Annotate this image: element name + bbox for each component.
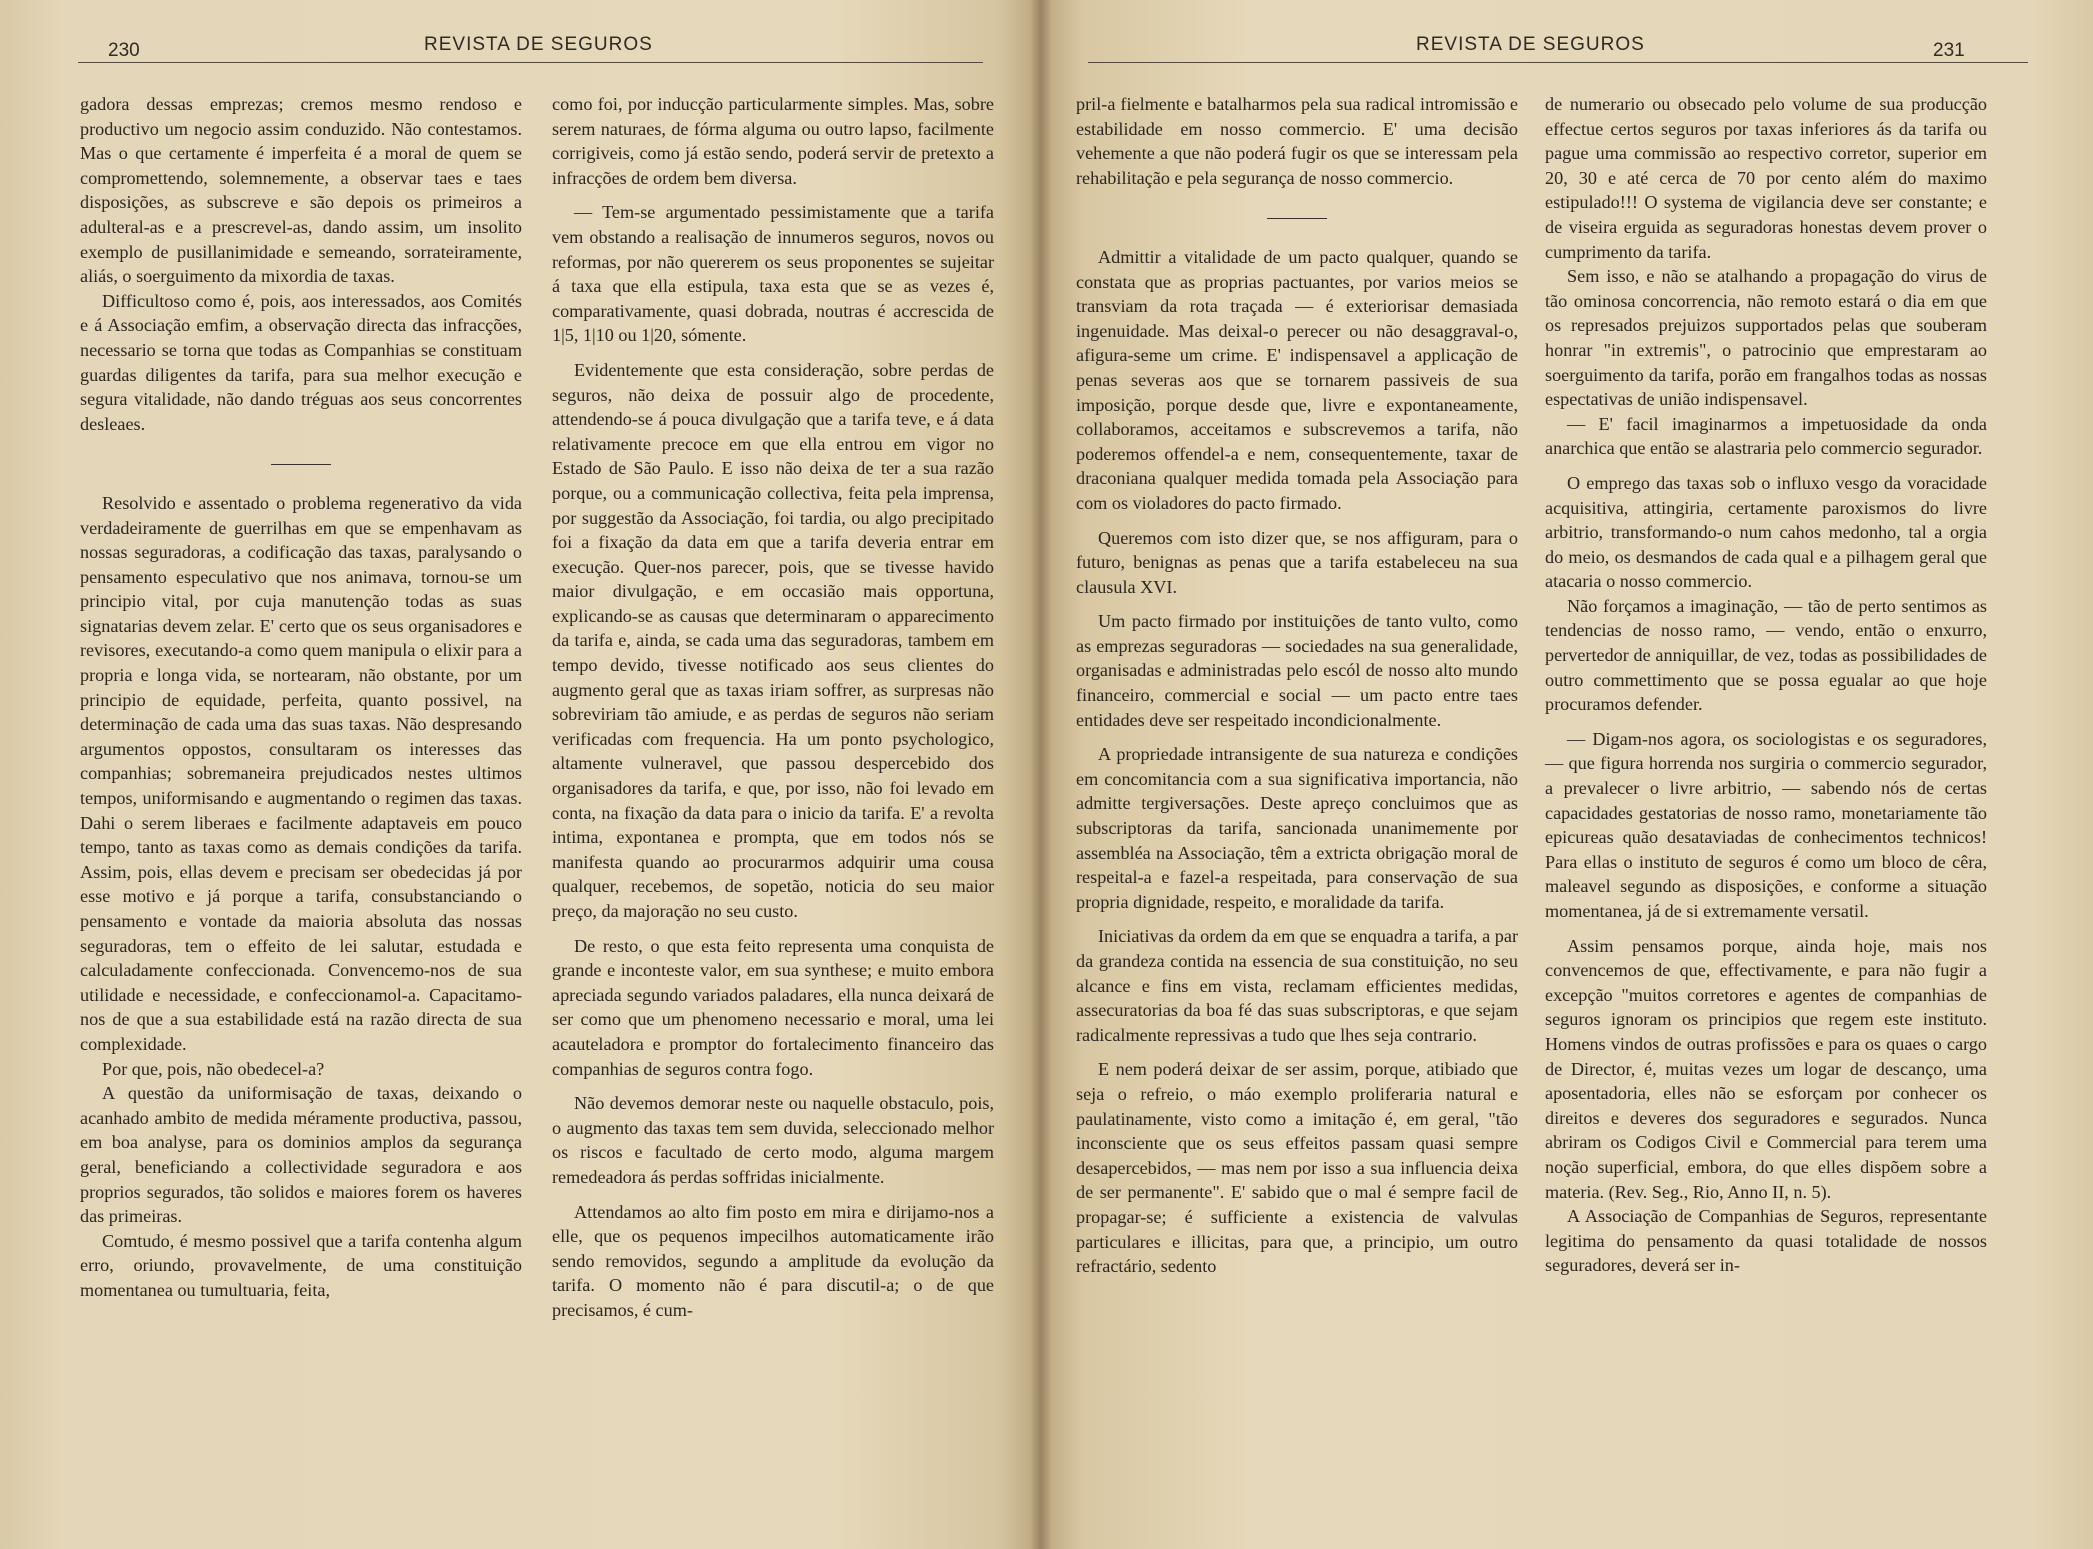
paragraph: gadora dessas emprezas; cremos mesmo rendoso e productivo um negocio assim conduzido. Não contestamos. Mas o que certamente é imperfeita é a moral de quem se compromettendo, solemnemente, a observar taes e taes disposições, as subscreve e são depois os primeiros a adulteral-as e a prescrevel-as, dando assim, um insolito exemplo de pusillanimidade e semeando, sorrateiramente, aliás, o soerguimento da mixordia de taxas. [80, 94, 522, 287]
paragraph: Não devemos demorar neste ou naquelle obstaculo, pois, o augmento das taxas tem sem duvida, seleccionado melhor os riscos e facultado de certo modo, alguma margem remedeadora ás perdas soffridas inicialmente. [552, 1093, 994, 1187]
paragraph: pril-a fielmente e batalharmos pela sua radical intromissão e estabilidade em nosso commercio. E' uma decisão vehemente a que não poderá fugir os que se interessam pela rehabilitação e pela segurança de nosso commercio. [1076, 94, 1518, 188]
paragraph: Resolvido e assentado o problema regenerativo da vida verdadeiramente de guerrilhas em que se empenhavam as nossas seguradoras, a codificação das taxas, paralysando o pensamento especulativo que nos animava, tornou-se um principio vital, por cuja manutenção todas as suas signatarias devem zelar. E' certo que os seus organisadores e revisores, executando-a como quem manipula o elixir para a propria e longa vida, se nortearam, não obstante, por um principio de equidade, perfeita, quanto possivel, na determinação de cada uma das suas taxas. Não despresando argumentos oppostos, consultaram os interesses das companhias; sobremaneira prejudicados nestes ultimos tempos, uniformisando e augmentando o regimen das taxas. Dahi o serem liberaes e facilmente adaptaveis em pouco tempo, tanto as taxas como as demais condições da tarifa. Assim, pois, ellas devem e precisam ser obedecidas já por esse motivo e já porque a tarifa, consubstanciando o pensamento e vontade da maioria absoluta das nossas seguradoras, tem o effeito de lei salutar, estudada e calculadamente confeccionada. Convencemo-nos de sua utilidade e necessidade, e confeccionamol-a. Capacitamo-nos de que a sua estabilidade está na razão directa de sua complexidade. [80, 492, 522, 1054]
paragraph: Sem isso, e não se atalhando a propagação do virus de tão ominosa concorrencia, não remoto estará o dia em que os represados prejuizos supportados pelas que souberam honrar "in extremis", o patrocinio que emprestaram ao soerguimento da tarifa, porão em frangalhos todas as nossas espectativas de união indispensavel. [1545, 266, 1987, 410]
right-page-header [1040, 32, 2093, 62]
right-page [1040, 0, 2093, 1549]
section-divider [1076, 204, 1518, 229]
book-gutter [1030, 0, 1052, 1549]
right-column-2 [1545, 92, 1987, 1278]
section-divider [80, 450, 522, 475]
paragraph: De resto, o que esta feito representa uma conquista de grande e inconteste valor, em sua synthese; e muito embora apreciada segundo variados paladares, ella nunca deixará de ser como que um phenomeno necessario e moral, uma lei acauteladora e promptor do fortalecimento financeiro das companhias de seguros contra fogo. [552, 935, 994, 1079]
paragraph: Não forçamos a imaginação, — tão de perto sentimos as tendencias de nosso ramo, — vendo, então o enxurro, pervertedor de anniquillar, de vez, todas as possibilidades de outro commettimento que se possa egualar ao que hoje procuramos defender. [1545, 595, 1987, 715]
right-running-title: REVISTA DE SEGUROS [1416, 34, 1645, 55]
paragraph: Assim pensamos porque, ainda hoje, mais nos convencemos de que, effectivamente, e para não fugir a excepção "muitos corretores e agentes de companhias de seguros ignoram os principios que regem este instituto. Homens vindos de outras profissões e para os quaes o cargo de Director, é, muitas vezes um logar de descanço, uma aposentadoria, elles não se esforçam por conhecer os direitos e deveres dos seguradores e segurados. Nunca abriram os Codigos Civil e Commercial para terem uma noção superficial, embora, do que elles dispõem sobre a materia. (Rev. Seg., Rio, Anno II, n. 5). [1545, 935, 1987, 1202]
paragraph: como foi, por inducção particularmente simples. Mas, sobre serem naturaes, de fórma alguma ou outro lapso, facilmente corrigiveis, como já estão sendo, poderá servir de pretexto a infracções de ordem bem diversa. [552, 94, 994, 188]
paragraph: A propriedade intransigente de sua natureza e condições em concomitancia com a sua significativa importancia, não admitte tergiversações. Deste apreço concluimos que as subscriptoras da tarifa, sancionada unanimemente por assembléa na Associação, têm a extricta obrigação moral de respeital-a e fazel-a respeitada, para conservação de sua propria dignidade, respeito, e moralidade da tarifa. [1076, 744, 1518, 912]
paragraph: A Associação de Companhias de Seguros, representante legitima do pensamento da quasi totalidade de nossos seguradores, deverá ser in- [1545, 1206, 1987, 1276]
paragraph: Attendamos ao alto fim posto em mira e dirijamo-nos a elle, que os pequenos impecilhos automaticamente irão sendo removidos, segundo a amplitude da evolução da tarifa. O momento não é para discutil-a; o de que precisamos, é cum- [552, 1201, 994, 1320]
paragraph: — Tem-se argumentado pessimistamente que a tarifa vem obstando a realisação de innumeros seguros, novos ou reformas, por não quererem os seus proponentes se sujeitar á taxa que ella estipula, taxa esta que se as vezes é, comparativamente, quasi dobrada, noutras é accrescida de 1|5, 1|10 ou 1|20, sómente. [552, 202, 994, 346]
paragraph: E nem poderá deixar de ser assim, porque, atibiado que seja o refreio, o máo exemplo proliferaria natural e paulatinamente, visto como a imitação é, em geral, "tão inconsciente que os seus effeitos passam quasi sempre desapercebidos, — mas nem por isso a sua influencia deixa de ser permanente". E' sabido que o mal é sempre facil de propagar-se; é sufficiente a existencia de valvulas particulares e illicitas, para que, a principio, um outro refractário, sedento [1076, 1059, 1518, 1277]
paragraph: Comtudo, é mesmo possivel que a tarifa contenha algum erro, oriundo, provavelmente, de uma constituição momentanea ou tumultuaria, feita, [80, 1230, 522, 1300]
paragraph: O emprego das taxas sob o influxo vesgo da voracidade acquisitiva, attingiria, certamente paroxismos do livre arbitrio, transformando-o num cahos medonho, tal a orgia do meio, os desmandos de cada qual e a pilhagem geral que atacaria o nosso commercio. [1545, 472, 1987, 592]
paragraph: A questão da uniformisação de taxas, deixando o acanhado ambito de medida méramente productiva, passou, em boa analyse, para os dominios amplos da segurança geral, beneficiando a collectividade seguradora e aos proprios segurados, tão solidos e maiores forem os haveres das primeiras. [80, 1083, 522, 1227]
left-running-title: REVISTA DE SEGUROS [424, 34, 653, 55]
paragraph: Admittir a vitalidade de um pacto qualquer, quando se constata que as proprias pactuantes, por varios meios se transviam da rota traçada — é exteriorisar demasiada ingenuidade. Mas deixal-o perecer ou não desaggraval-o, afigura-seme um crime. E' indispensavel a applicação de penas severas aos que se tornarem passiveis de sua imposição, porque desde que, livre e expontaneamente, collaboramos, acceitamos e subscrevemos a tarifa, não poderemos offendel-a e nem, consequentemente, taxar de draconiana qualquer medida tomada pela Associação para com os violadores do pacto firmado. [1076, 246, 1518, 513]
left-column-1 [80, 92, 522, 1303]
right-page-number: 231 [1933, 40, 1965, 61]
paragraph: Queremos com isto dizer que, se nos affiguram, para o futuro, benignas as penas que a tarifa estabeleceu na sua clausula XVI. [1076, 527, 1518, 597]
left-page-number: 230 [108, 40, 140, 61]
left-page-header [0, 32, 1040, 62]
paragraph: Evidentemente que esta consideração, sobre perdas de seguros, não deixa de possuir algo de procedente, attendendo-se á pouca divulgação que a tarifa teve, e á data relativamente precoce em que ella entrou em vigor no Estado de São Paulo. E isso não deixa de ter a sua razão porque, ou a communicação collectiva, feita pela imprensa, por suggestão da Associação, foi tardia, ou algo precipitado foi a fixação da data em que a tarifa deveria entrar em execução. Quer-nos parecer, pois, que se tivesse havido maior divulgação, e em occasião mais opportuna, explicando-se as causas que determinaram o apparecimento da tarifa e, ainda, se cada uma das seguradoras, tambem em tempo devido, tivesse notificado aos seus clientes do augmento geral que as taxas iriam soffrer, as surpresas não sobreviriam tão amiude, e as perdas de seguros não seriam verificadas com frequencia. Ha um ponto psychologico, altamente vulneravel, que passou despercebido dos organisadores da tarifa, e que, por isso, não foi levado em conta, na fixação da data para o inicio da tarifa. E' a revolta intima, expontanea e prompta, que em todos nós se manifesta quando ao procurarmos adquirir uma cousa qualquer, recebemos, de sopetão, noticia do seu maior preço, da majoração no seu custo. [552, 359, 994, 921]
paragraph: — Digam-nos agora, os sociologistas e os seguradores, — que figura horrenda nos surgiria o commercio segurador, a prevalecer o livre arbitrio, — sabendo nós de certas capacidades gestatorias de nosso ramo, monetariamente tão epicureas quão desataviadas de conhecimentos technicos! Para ellas o instituto de seguros é como um bloco de cêra, maleavel segundo as disposições, e conforme a situação momentanea, já de si extremamente versatil. [1545, 728, 1987, 921]
left-header-rule [78, 62, 983, 68]
paragraph: Um pacto firmado por instituições de tanto vulto, como as emprezas seguradoras — sociedades na sua generalidade, organisadas e administradas pelo escól de nosso alto mundo financeiro, commercial e social — um pacto entre taes entidades deve ser respeitado incondicionalmente. [1076, 611, 1518, 730]
left-column-2 [552, 92, 994, 1323]
paragraph: Por que, pois, não obedecel-a? [102, 1058, 325, 1079]
paragraph: Iniciativas da ordem da em que se enquadra a tarifa, a par da grandeza contida na essencia de sua constituição, no seu alcance e fins em vista, reclamam efficientes medidas, assecuratorias da boa fé das suas subscriptoras, e que sejam radicalmente repressivas a tudo que lhes seja contrario. [1076, 926, 1518, 1045]
right-column-1 [1076, 92, 1518, 1279]
paragraph: — E' facil imaginarmos a impetuosidade da onda anarchica que então se alastraria pelo commercio segurador. [1545, 413, 1987, 459]
left-page [0, 0, 1040, 1549]
paragraph: Difficultoso como é, pois, aos interessados, aos Comités e á Associação emfim, a observação directa das infracções, necessario se torna que todas as Companhias se constituam guardas diligentes da tarifa, para sua melhor execução e segura vitalidade, não dando tréguas aos seus concorrentes desleaes. [80, 290, 522, 434]
right-header-rule [1088, 62, 2028, 68]
paragraph: de numerario ou obsecado pelo volume de sua producção effectue certos seguros por taxas inferiores ás da tarifa ou pague uma commissão ao respectivo corretor, superior em 20, 30 e até cerca de 70 por cento além do maximo estipulado!!! O systema de vigilancia deve ser constante; e de viseira erguida as seguradoras honestas devem prover o cumprimento da tarifa. [1545, 94, 1987, 262]
